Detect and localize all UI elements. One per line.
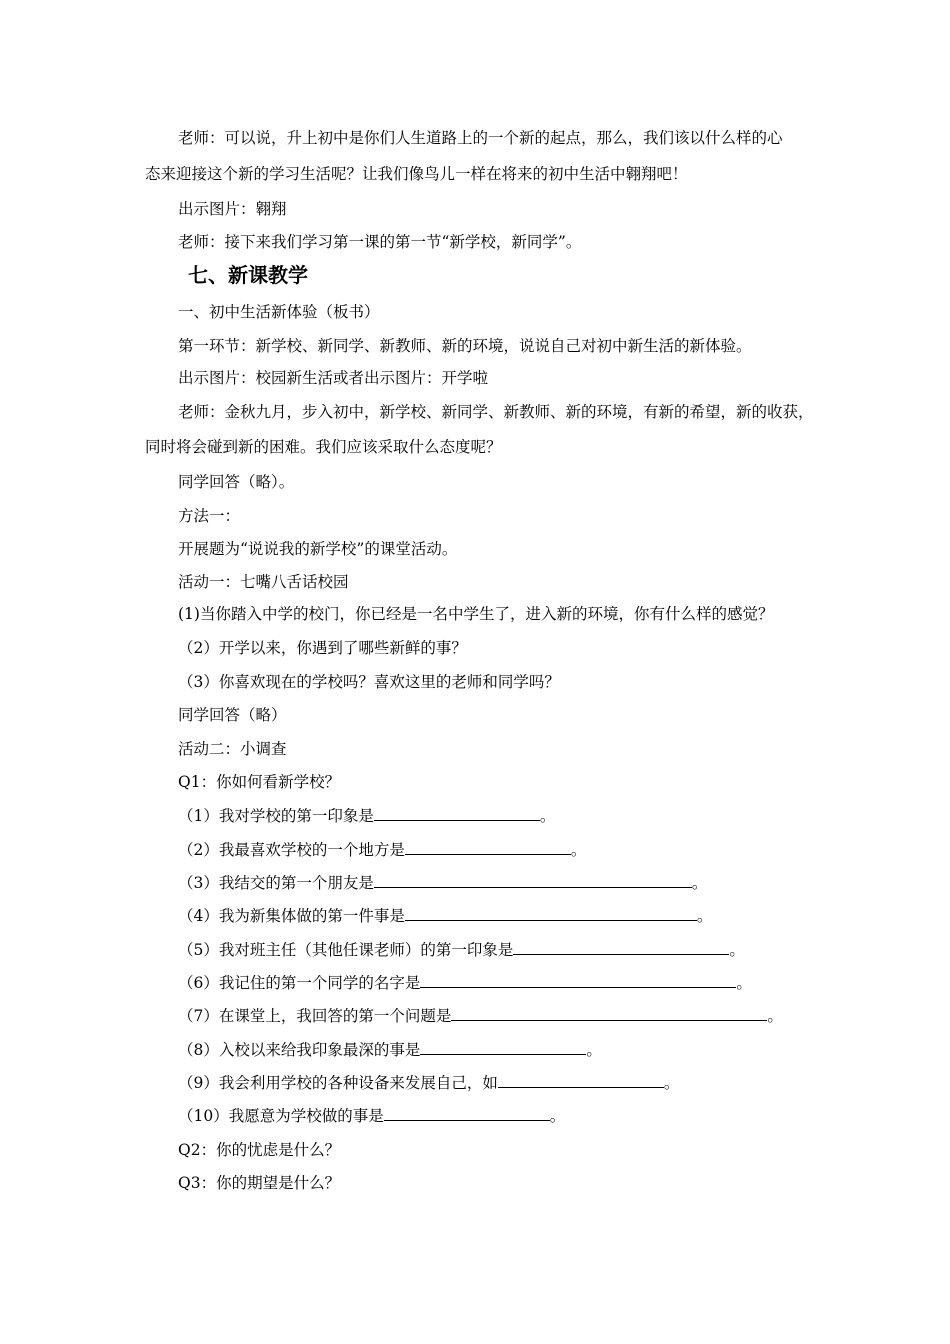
section-heading: 七、新课教学 [188,263,308,287]
fill-in-blank[interactable] [374,806,540,821]
survey-item: （8）入校以来给我印象最深的事是 。 [178,1041,602,1059]
survey-item: （7）在课堂上，我回答的第一个问题是 。 [178,1007,783,1025]
fill-in-blank[interactable] [420,1040,586,1055]
paragraph-activity-intro: 开展题为“说说我的新学校”的课堂活动。 [178,540,458,558]
paragraph-teacher-next: 老师：接下来我们学习第一课的第一节“新学校，新同学”。 [178,233,582,251]
paragraph-teacher-intro-line1: 老师：可以说，升上初中是你们人生道路上的一个新的起点，那么，我们该以什么样的心 [178,129,783,147]
activity-question-2: （2）开学以来，你遇到了哪些新鲜的事？ [178,639,467,657]
paragraph-show-image-soar: 出示图片：翱翔 [178,200,287,218]
fill-in-blank[interactable] [374,873,692,888]
survey-item: （3）我结交的第一个朋友是 。 [178,874,708,892]
paragraph-student-answer-1: 同学回答（略）。 [178,473,295,491]
survey-item: （5）我对班主任（其他任课老师）的第一印象是 。 [178,941,745,959]
paragraph-teacher-autumn-line2: 同时将会碰到新的困难。我们应该采取什么态度呢？ [145,438,502,456]
activity-question-1: (1)当你踏入中学的校门，你已经是一名中学生了，进入新的环境，你有什么样的感觉？ [178,605,774,623]
survey-question-q2: Q2：你的忧虑是什么？ [178,1141,341,1159]
fill-in-blank[interactable] [384,1106,550,1121]
fill-in-blank[interactable] [498,1073,664,1088]
paragraph-step-one: 第一环节：新学校、新同学、新教师、新的环境，说说自己对初中新生活的新体验。 [178,337,752,355]
paragraph-show-image-campus: 出示图片：校园新生活或者出示图片：开学啦 [178,369,489,387]
survey-question-q3: Q3：你的期望是什么？ [178,1174,341,1192]
subsection-title: 一、初中生活新体验（板书） [178,303,380,321]
paragraph-method-one: 方法一： [178,507,241,525]
survey-item: （9）我会利用学校的各种设备来发展自己，如 。 [178,1074,680,1092]
activity-question-3: （3）你喜欢现在的学校吗？喜欢这里的老师和同学吗？ [178,673,560,691]
paragraph-teacher-autumn-line1: 老师：金秋九月，步入初中，新学校、新同学、新教师、新的环境，有新的希望，新的收获， [178,403,814,421]
fill-in-blank[interactable] [451,1006,767,1021]
fill-in-blank[interactable] [405,906,697,921]
paragraph-activity-one: 活动一：七嘴八舌话校园 [178,573,349,591]
survey-item: （10）我愿意为学校做的事是 。 [178,1107,566,1125]
survey-item: （2）我最喜欢学校的一个地方是 。 [178,841,587,859]
survey-item: （4）我为新集体做的第一件事是 。 [178,907,713,925]
fill-in-blank[interactable] [513,940,729,955]
paragraph-teacher-intro-line2: 态来迎接这个新的学习生活呢？让我们像鸟儿一样在将来的初中生活中翱翔吧！ [145,165,688,183]
fill-in-blank[interactable] [405,840,571,855]
survey-item: （1）我对学校的第一印象是 。 [178,807,556,825]
paragraph-student-answer-2: 同学回答（略） [178,706,287,724]
paragraph-activity-two: 活动二：小调查 [178,740,287,758]
survey-question-q1: Q1：你如何看新学校？ [178,773,341,791]
survey-item: （6）我记住的第一个同学的名字是 。 [178,974,752,992]
fill-in-blank[interactable] [420,973,736,988]
